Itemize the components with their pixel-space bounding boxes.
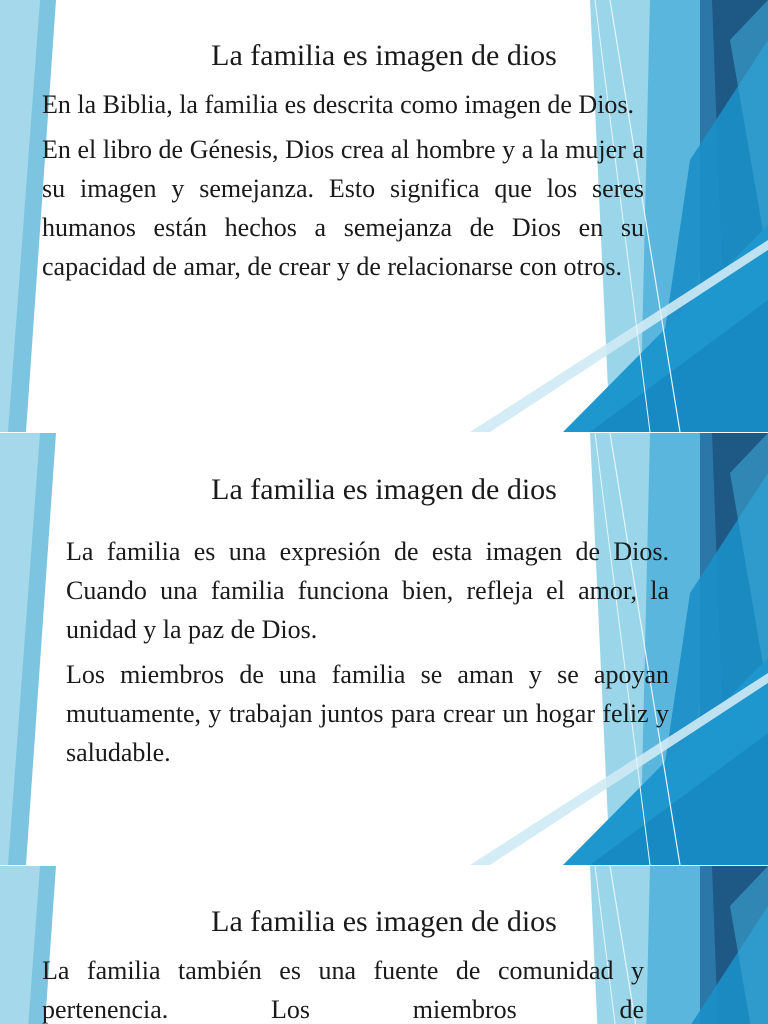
slide-body xyxy=(42,85,644,292)
paragraph: En el libro de Génesis, Dios crea al hombre y a la mujer a su imagen y semejanza. Esto significa que los seres humanos están hechos a semejanza de Dios en su capacidad de amar, de crear y de relacionarse con otros. xyxy=(42,135,644,281)
slide-title: La familia es imagen de dios xyxy=(211,473,557,506)
slide-1 xyxy=(0,0,768,432)
slide-2 xyxy=(0,433,768,865)
paragraph: La familia también es una fuente de comunidad y pertenencia. Los miembros de xyxy=(42,956,644,1024)
slide-body xyxy=(42,951,644,1024)
paragraph: Los miembros de una familia se aman y se apoyan mutuamente, y trabajan juntos para crear un hogar feliz y saludable. xyxy=(66,660,669,767)
slide-title: La familia es imagen de dios xyxy=(211,905,557,938)
slide-title: La familia es imagen de dios xyxy=(211,39,557,72)
paragraph: La familia es una expresión de esta imagen de Dios. Cuando una familia funciona bien, refleja el amor, la unidad y la paz de Dios. xyxy=(66,537,669,644)
slide-body xyxy=(66,532,669,778)
slide-3 xyxy=(0,866,768,1024)
paragraph: En la Biblia, la familia es descrita como imagen de Dios. xyxy=(42,90,635,119)
